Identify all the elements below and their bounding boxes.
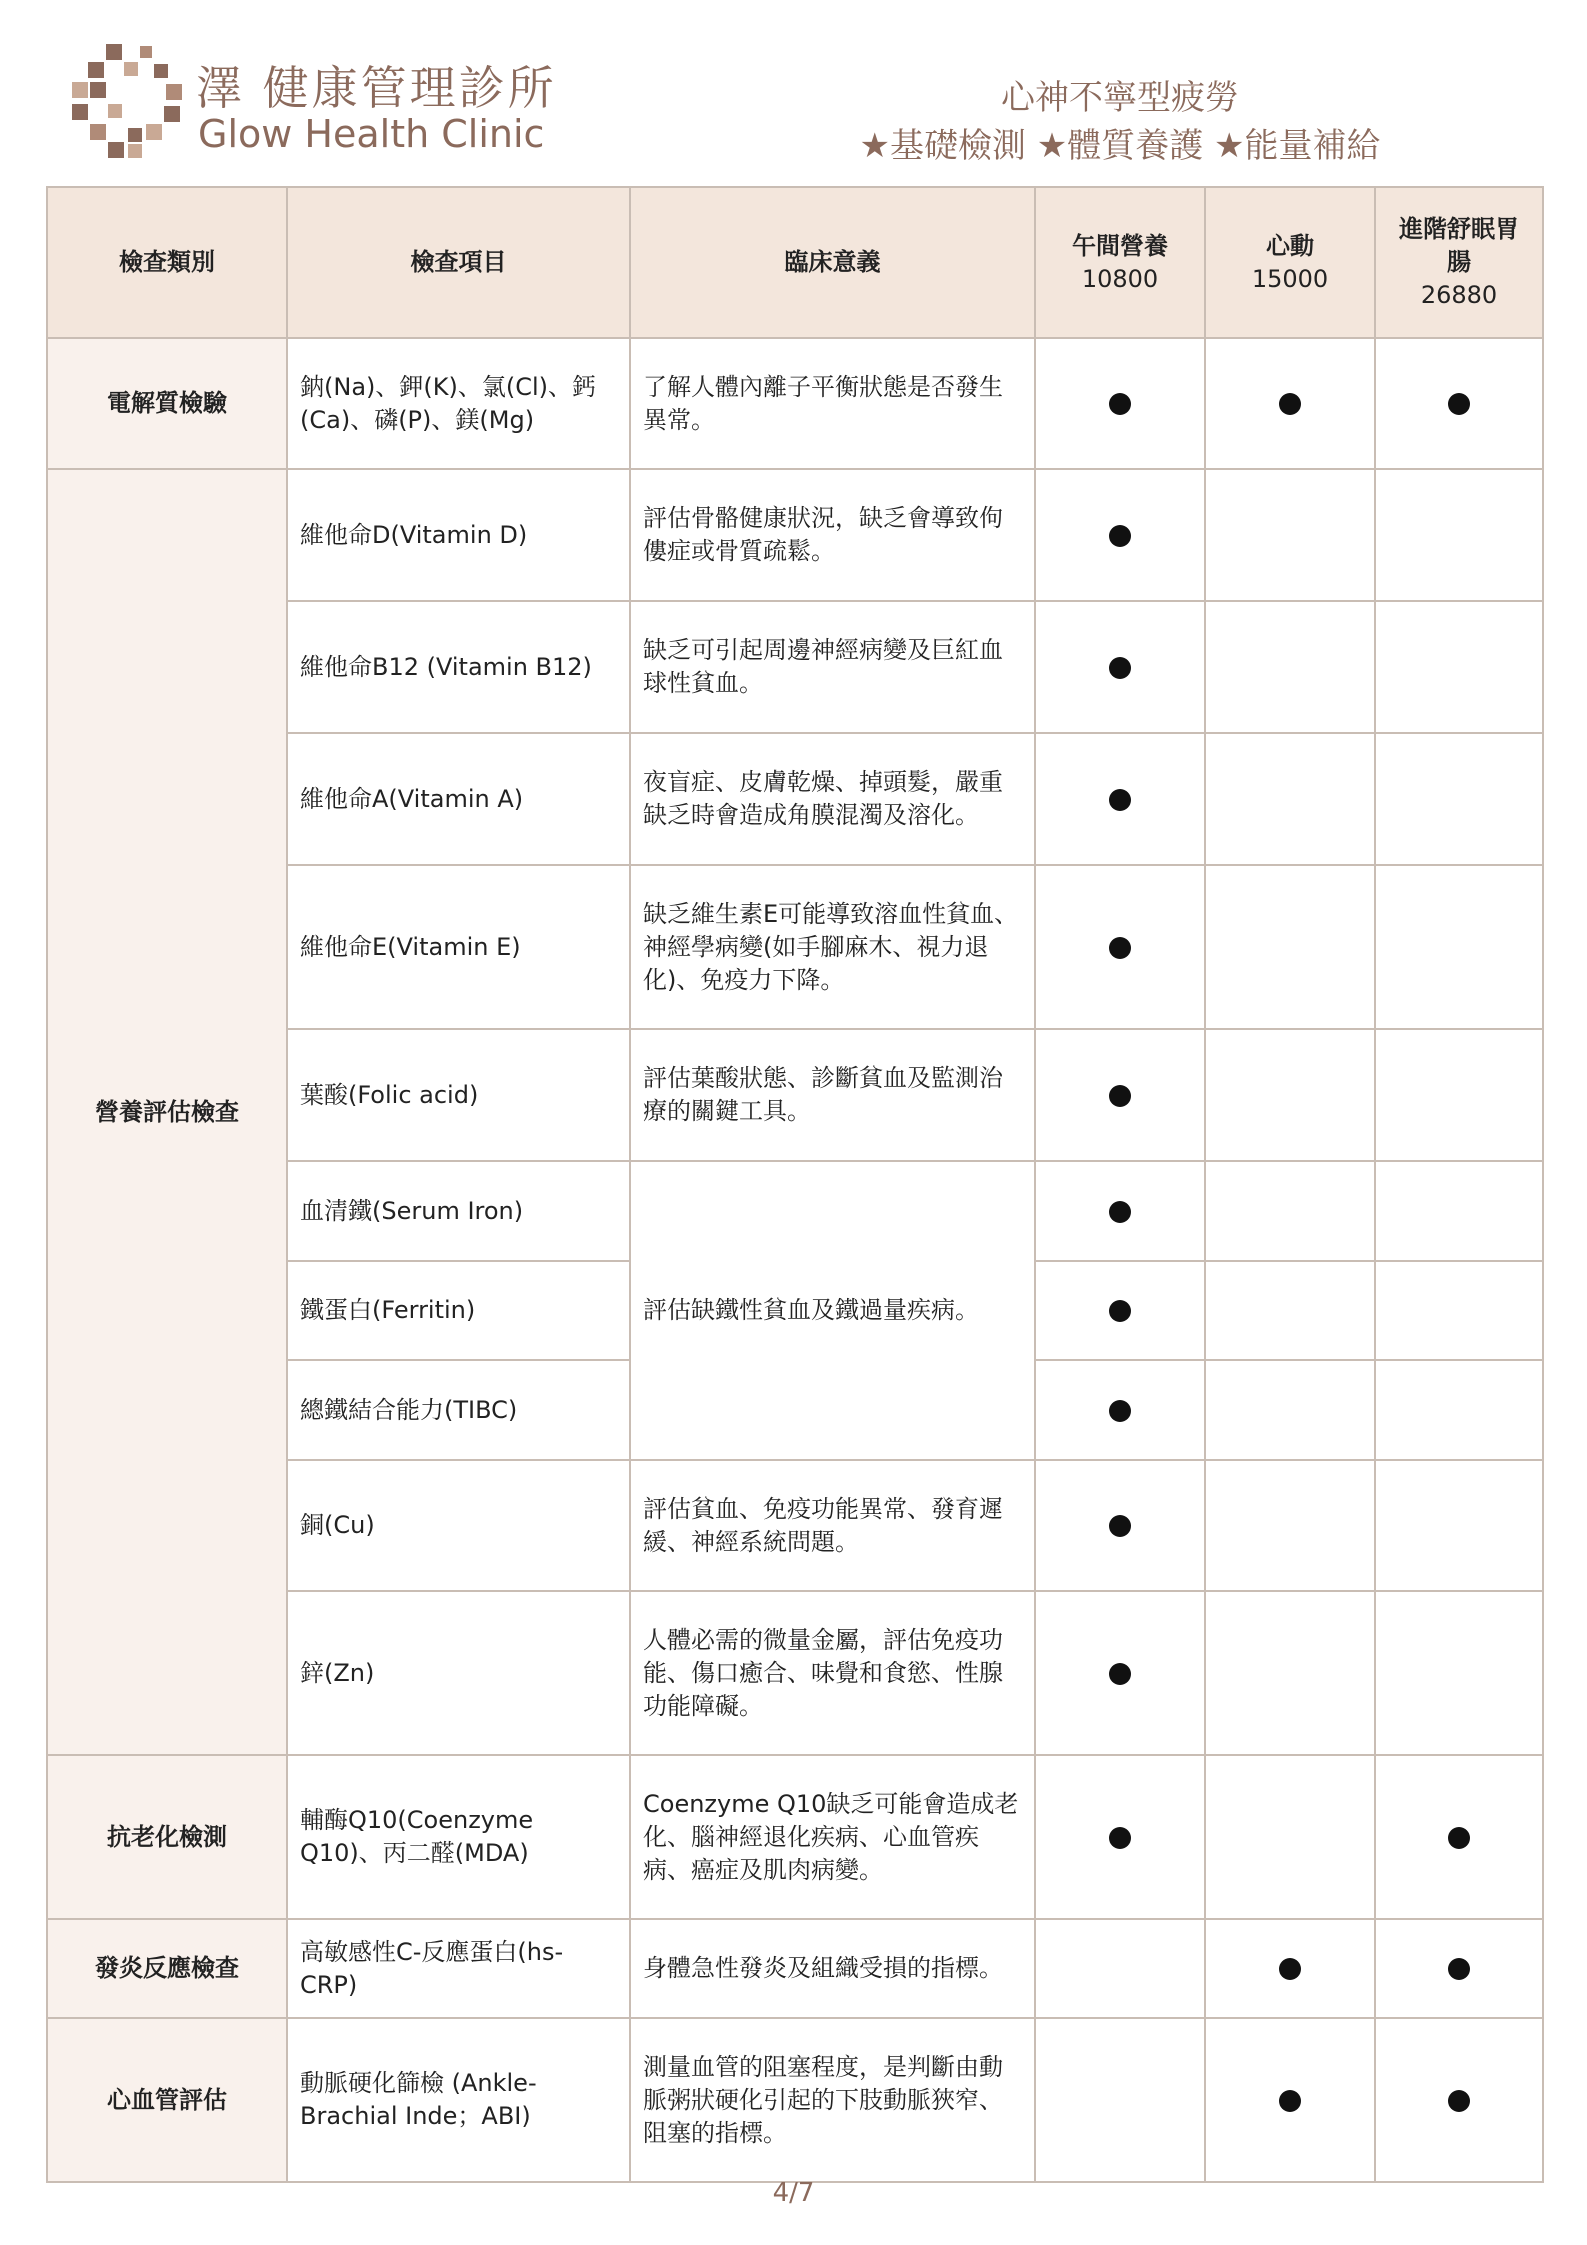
plan-name: 午間營養 (1072, 231, 1168, 260)
header-item: 檢查項目 (287, 187, 630, 338)
category-cardio: 心血管評估 (47, 2018, 287, 2182)
table-row (47, 1755, 1543, 1919)
clinical-meaning: 了解人體內離子平衡狀態是否發生異常。 (630, 338, 1035, 469)
mark-cell (1375, 469, 1543, 601)
filled-circle-icon (1279, 1958, 1301, 1980)
document-title: 心神不寧型疲勞 (1001, 78, 1239, 118)
header-category: 檢查類別 (47, 187, 287, 338)
exam-item: 血清鐵(Serum Iron) (287, 1161, 630, 1261)
clinical-meaning: 評估缺鐵性貧血及鐵過量疾病。 (630, 1161, 1035, 1460)
clinical-meaning: 評估葉酸狀態、診斷貧血及監測治療的關鍵工具。 (630, 1029, 1035, 1161)
mark-cell (1035, 865, 1205, 1029)
mark-cell (1035, 1919, 1205, 2018)
filled-circle-icon (1448, 1958, 1470, 1980)
mark-cell (1205, 1261, 1375, 1360)
mark-cell (1375, 1360, 1543, 1460)
mark-cell (1205, 2018, 1375, 2182)
exam-item: 維他命A(Vitamin A) (287, 733, 630, 865)
table-row (47, 338, 1543, 469)
exam-item: 鈉(Na)、鉀(K)、氯(Cl)、鈣(Ca)、磷(P)、鎂(Mg) (287, 338, 630, 469)
plan-price: 26880 (1420, 281, 1498, 309)
brand-name-english: Glow Health Clinic (198, 112, 545, 156)
mark-cell (1375, 733, 1543, 865)
exam-item: 維他命B12 (Vitamin B12) (287, 601, 630, 733)
exam-item: 葉酸(Folic acid) (287, 1029, 630, 1161)
filled-circle-icon (1279, 393, 1301, 415)
exam-item: 銅(Cu) (287, 1460, 630, 1591)
clinical-meaning: 缺乏可引起周邊神經病變及巨紅血球性貧血。 (630, 601, 1035, 733)
filled-circle-icon (1109, 657, 1131, 679)
filled-circle-icon (1109, 525, 1131, 547)
filled-circle-icon (1109, 937, 1131, 959)
mark-cell (1375, 1755, 1543, 1919)
exam-item: 維他命D(Vitamin D) (287, 469, 630, 601)
header-plan-advanced (1375, 187, 1543, 338)
table-row (47, 469, 1543, 601)
plan-name: 進階舒眠胃腸 (1399, 215, 1519, 276)
exam-item: 維他命E(Vitamin E) (287, 865, 630, 1029)
mark-cell (1205, 1919, 1375, 2018)
filled-circle-icon (1448, 1827, 1470, 1849)
mark-cell (1375, 338, 1543, 469)
filled-circle-icon (1109, 393, 1131, 415)
filled-circle-icon (1109, 1085, 1131, 1107)
table-header-row (47, 187, 1543, 338)
plan-price: 15000 (1251, 264, 1329, 293)
filled-circle-icon (1109, 1827, 1131, 1849)
exam-item: 總鐵結合能力(TIBC) (287, 1360, 630, 1460)
filled-circle-icon (1109, 1300, 1131, 1322)
header-plan-lunch (1035, 187, 1205, 338)
mark-cell (1205, 1591, 1375, 1755)
exam-item: 動脈硬化篩檢 (Ankle-Brachial Inde；ABI) (287, 2018, 630, 2182)
filled-circle-icon (1109, 1201, 1131, 1223)
category-inflammation: 發炎反應檢查 (47, 1919, 287, 2018)
clinical-meaning: 人體必需的微量金屬，評估免疫功能、傷口癒合、味覺和食慾、性腺功能障礙。 (630, 1591, 1035, 1755)
mark-cell (1205, 1029, 1375, 1161)
filled-circle-icon (1109, 1663, 1131, 1685)
mark-cell (1035, 1261, 1205, 1360)
mark-cell (1035, 469, 1205, 601)
plan-name: 心動 (1266, 231, 1314, 260)
mark-cell (1035, 1029, 1205, 1161)
mark-cell (1375, 865, 1543, 1029)
mark-cell (1205, 469, 1375, 601)
clinical-meaning: 缺乏維生素E可能導致溶血性貧血、神經學病變(如手腳麻木、視力退化)、免疫力下降。 (630, 865, 1035, 1029)
category-nutrition: 營養評估檢查 (47, 469, 287, 1755)
mark-cell (1375, 2018, 1543, 2182)
plan-price: 10800 (1081, 264, 1159, 293)
mark-cell (1205, 733, 1375, 865)
mark-cell (1375, 1591, 1543, 1755)
exam-item: 鐵蛋白(Ferritin) (287, 1261, 630, 1360)
mark-cell (1035, 1360, 1205, 1460)
clinical-meaning: Coenzyme Q10缺乏可能會造成老化、腦神經退化疾病、心血管疾病、癌症及肌肉病變。 (630, 1755, 1035, 1919)
mark-cell (1375, 1919, 1543, 2018)
exam-item: 鋅(Zn) (287, 1591, 630, 1755)
mark-cell (1035, 2018, 1205, 2182)
filled-circle-icon (1109, 1400, 1131, 1422)
document-subtitle: ★基礎檢測 ★體質養護 ★能量補給 (859, 126, 1381, 166)
mark-cell (1035, 1460, 1205, 1591)
mark-cell (1035, 1161, 1205, 1261)
filled-circle-icon (1109, 789, 1131, 811)
mark-cell (1375, 1261, 1543, 1360)
mark-cell (1205, 1755, 1375, 1919)
category-electrolyte: 電解質檢驗 (47, 338, 287, 469)
mark-cell (1035, 1591, 1205, 1755)
page-number: 4/7 (772, 2178, 815, 2208)
clinical-meaning: 評估貧血、免疫功能異常、發育遲緩、神經系統問題。 (630, 1460, 1035, 1591)
examination-table (46, 186, 1544, 2183)
exam-item: 輔酶Q10(Coenzyme Q10)、丙二醛(MDA) (287, 1755, 630, 1919)
header-meaning: 臨床意義 (630, 187, 1035, 338)
filled-circle-icon (1109, 1515, 1131, 1537)
brand-name-chinese: 澤 健康管理診所 (196, 61, 557, 115)
category-antiaging: 抗老化檢測 (47, 1755, 287, 1919)
mark-cell (1375, 601, 1543, 733)
mark-cell (1035, 733, 1205, 865)
clinical-meaning: 身體急性發炎及組織受損的指標。 (630, 1919, 1035, 2018)
mark-cell (1205, 1161, 1375, 1261)
filled-circle-icon (1448, 393, 1470, 415)
clinical-meaning: 評估骨骼健康狀況，缺乏會導致佝僂症或骨質疏鬆。 (630, 469, 1035, 601)
mark-cell (1035, 338, 1205, 469)
header-plan-heart (1205, 187, 1375, 338)
filled-circle-icon (1448, 2090, 1470, 2112)
exam-item: 高敏感性C-反應蛋白(hs-CRP) (287, 1919, 630, 2018)
mark-cell (1035, 1755, 1205, 1919)
mark-cell (1205, 1360, 1375, 1460)
clinical-meaning: 夜盲症、皮膚乾燥、掉頭髮，嚴重缺乏時會造成角膜混濁及溶化。 (630, 733, 1035, 865)
mark-cell (1035, 601, 1205, 733)
mark-cell (1375, 1161, 1543, 1261)
table-row (47, 1919, 1543, 2018)
mark-cell (1205, 865, 1375, 1029)
mark-cell (1375, 1460, 1543, 1591)
mark-cell (1375, 1029, 1543, 1161)
clinical-meaning: 測量血管的阻塞程度，是判斷由動脈粥狀硬化引起的下肢動脈狹窄、阻塞的指標。 (630, 2018, 1035, 2182)
clinic-cross-logo-icon (72, 44, 182, 160)
mark-cell (1205, 1460, 1375, 1591)
mark-cell (1205, 601, 1375, 733)
mark-cell (1205, 338, 1375, 469)
table-row (47, 2018, 1543, 2182)
filled-circle-icon (1279, 2090, 1301, 2112)
